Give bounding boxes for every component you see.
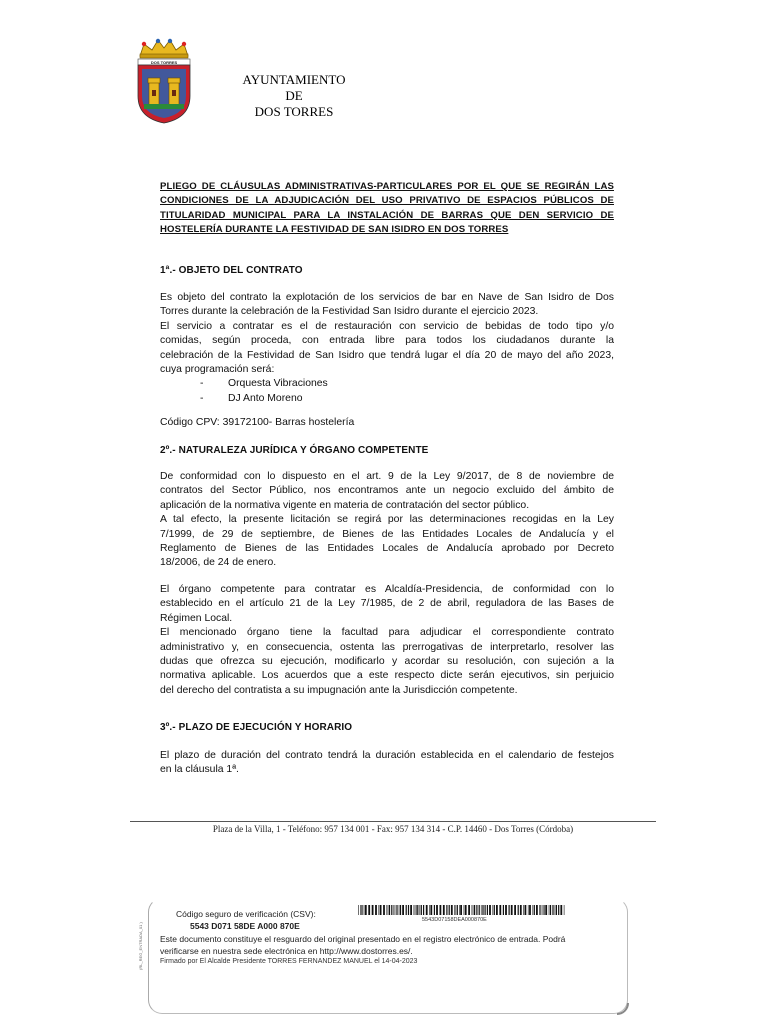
cpv-code [160, 416, 614, 430]
body-line: Es objeto del contrato la explotación de los servicios de bar en Nave de San Isidro de Dos [160, 292, 614, 303]
org-line-1: AYUNTAMIENTO [242, 72, 346, 87]
title-line: HOSTELERÍA DURANTE LA FESTIVIDAD DE SAN ISIDRO EN DOS TORRES [160, 223, 509, 235]
section-1-body [160, 291, 614, 406]
body-line: El plazo de duración del contrato tendrá la duración establecida en el calendario de festejos [160, 750, 614, 761]
barcode-text: 5543D07158DEA000870E [422, 917, 487, 923]
title-line: CONDICIONES DE LA ADJUDICACIÓN DEL USO PRIVATIVO DE ESPACIOS PÚBLICOS DE [160, 195, 614, 207]
section-2-paragraph-1 [160, 470, 614, 571]
body-line: El órgano competente para contratar es Alcaldía-Presidencia, de conformidad con lo [160, 584, 614, 595]
section-3-body [160, 749, 614, 778]
cpv-line: Código CPV: 39172100- Barras hostelería [160, 417, 355, 428]
body-line: 7/1999, de 29 de septiembre, de Bienes de las Entidades Locales de Andalucía y el [160, 528, 614, 540]
org-line-3: DOS TORRES [254, 104, 334, 119]
section-3-heading: 3º.- PLAZO DE EJECUCIÓN Y HORARIO [160, 722, 353, 733]
crown-icon [140, 39, 188, 58]
section-2-paragraph-2 [160, 583, 614, 698]
crest-ribbon-text: DOS TORRES [150, 60, 178, 65]
body-line: celebración de la Festividad de San Isidro que tendrá lugar el día 20 de mayo del año 2023, [160, 349, 614, 361]
body-line: cuya programación será: [160, 364, 275, 376]
body-line: aplicación de la normativa vigente en materia de contratación del sector público. [160, 499, 530, 511]
body-line: comidas, según proceda, con entrada libre para todos los ciudadanos durante la [160, 335, 614, 347]
body-line: Torres durante la celebración de la Festividad San Isidro durante el ejercicio 2023. [160, 306, 539, 318]
body-line: El servicio a contratar es el de restauración con servicio de bebidas de todo tipo y/o [160, 320, 614, 332]
csv-note-line: Este documento constituye el resguardo del original presentado en el registro electrónico de entrada. Podrá [160, 934, 566, 944]
body-line: 18/2006, de 24 de enero. [160, 557, 277, 569]
program-item-label: DJ Anto Moreno [228, 392, 303, 404]
signature-line: Firmado por El Alcalde Presidente TORRES FERNANDEZ MANUEL el 14-04-2023 [160, 958, 418, 965]
body-line: A tal efecto, la presente licitación se regirá por las determinaciones recogidas en la Ley [160, 514, 614, 526]
program-item: - DJ Anto Moreno [200, 392, 303, 404]
body-line: Reglamento de Bienes de las Entidades Locales de Andalucía aprobado por Decreto [160, 543, 614, 555]
csv-note-line: verificarse en nuestra sede electrónica en http://www.dostorres.es/. [160, 946, 413, 956]
title-line: PLIEGO DE CLÁUSULAS ADMINISTRATIVAS-PARTICULARES POR EL QUE SE REGIRÁN LAS [160, 181, 614, 192]
body-line: establecido en el artículo 21 de la Ley 7/1985, de 2 de abril, reguladora de las Bases de [160, 598, 614, 610]
csv-code: 5543 D071 58DE A000 870E [190, 921, 300, 931]
coat-of-arms-logo [132, 38, 196, 124]
barcode-icon [358, 905, 566, 915]
body-line: normativa aplicable. Los acuerdos que a este respecto dicte serán ejecutivos, sin perjuicio [160, 670, 614, 682]
footer-address: Plaza de la Villa, 1 - Teléfono: 957 134 001 - Fax: 957 134 314 - C.P. 14460 - Dos Torres (Córdoba) [212, 824, 574, 834]
org-line-2: DE [285, 88, 303, 103]
body-line: contratos del Sector Público, nos encontramos ante un negocio excluido del ámbito de [160, 485, 614, 497]
csv-label: Código seguro de verificación (CSV): [176, 909, 316, 919]
section-2-heading: 2º.- NATURALEZA JURÍDICA Y ÓRGANO COMPETENTE [160, 445, 429, 456]
footer-divider [130, 821, 656, 822]
body-line: Régimen Local. [160, 612, 233, 624]
body-line: administrativo y, en consecuencia, ostenta las prerrogativas de interpretarlo, resolver las [160, 641, 614, 653]
program-item-label: Orquesta Vibraciones [228, 378, 328, 390]
document-title [160, 180, 614, 237]
section-1-heading: 1ª.- OBJETO DEL CONTRATO [160, 265, 303, 276]
title-line: TITULARIDAD MUNICIPAL PARA LA INSTALACIÓN DE BARRAS QUE DEN SERVICIO DE [160, 209, 614, 221]
side-registry-text: (RL_REG_ENTRADA_01 ) [138, 922, 143, 970]
program-item: - Orquesta Vibraciones [200, 378, 328, 390]
body-line: en la cláusula 1ª. [160, 764, 239, 776]
municipality-header [214, 72, 374, 120]
csv-note [160, 933, 610, 957]
body-line: del derecho del contratista a su impugnación ante la Jurisdicción competente. [160, 684, 518, 696]
body-line: dudas que ofrezca su ejecución, modificarlo y acordar su resolución, con sujeción a la [160, 656, 614, 668]
body-line: El mencionado órgano tiene la facultad para adjudicar el correspondiente contrato [160, 627, 614, 639]
body-line: De conformidad con lo dispuesto en el art. 9 de la Ley 9/2017, de 8 de noviembre de [160, 471, 614, 482]
